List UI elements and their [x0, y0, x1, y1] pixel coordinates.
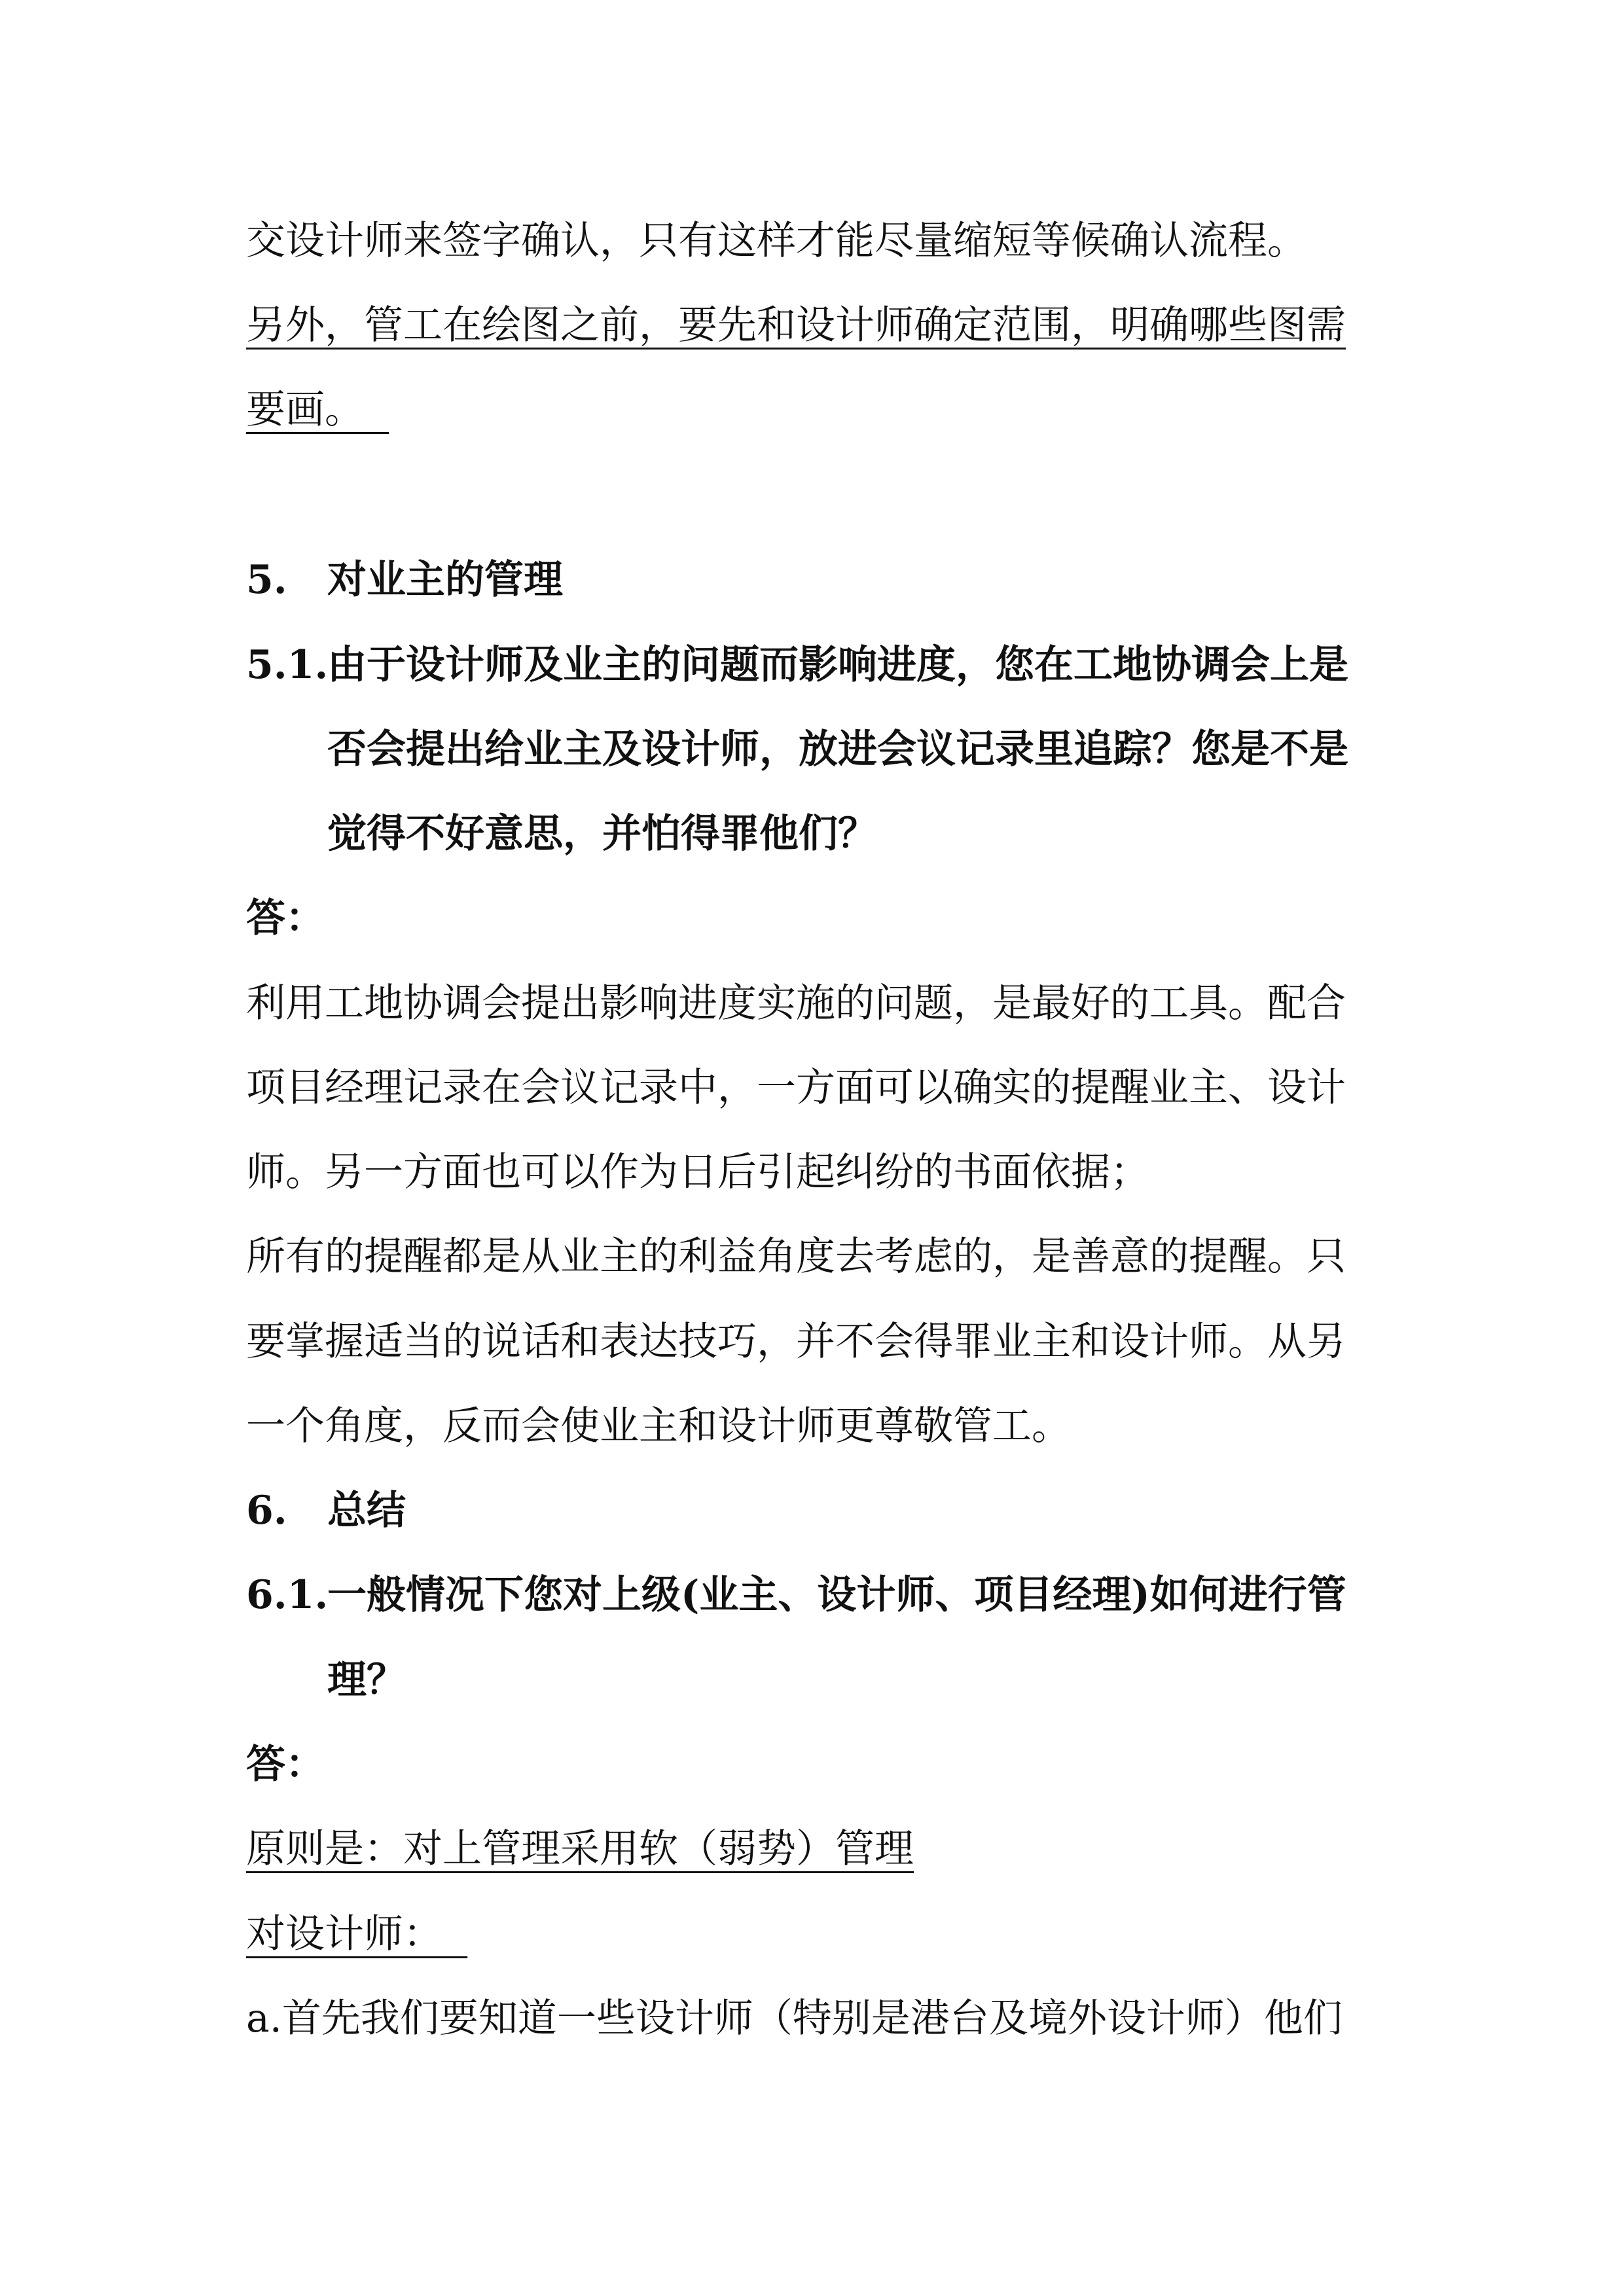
- underlined-trailing-space: [364, 387, 389, 433]
- question-line: 理？: [327, 1657, 406, 1703]
- answer-label: 答：: [246, 895, 325, 941]
- section-title: 对业主的管理: [327, 557, 563, 603]
- paragraph-line-underlined: [246, 387, 389, 433]
- answer-line: 项目经理记录在会议记录中，一方面可以确实的提醒业主、设计: [246, 1065, 1346, 1111]
- underlined-text-main: 要画。: [246, 387, 364, 433]
- question-number: 6.1.: [246, 1572, 329, 1618]
- question-line: 否会提出给业主及设计师，放进会议记录里追踪？您是不是: [327, 726, 1348, 772]
- underlined-trailing-space: [442, 1911, 467, 1957]
- section-title: 总结: [327, 1488, 406, 1534]
- section-number: 5.: [246, 557, 287, 603]
- answer-line: 一个角度，反而会使业主和设计师更尊敬管工。: [246, 1403, 1071, 1449]
- answer-line: 所有的提醒都是从业主的利益角度去考虑的，是善意的提醒。只: [246, 1234, 1346, 1280]
- underlined-text: [246, 1911, 467, 1957]
- question-line: [246, 642, 1348, 688]
- section-heading-5: [246, 557, 563, 603]
- list-item-a: a.首先我们要知道一些设计师（特别是港台及境外设计师）他们: [246, 1996, 1343, 2041]
- section-heading-6: [246, 1488, 406, 1534]
- underlined-text: [246, 387, 389, 433]
- section-number: 6.: [246, 1488, 287, 1534]
- paragraph-line-underlined: [246, 302, 1346, 348]
- designer-label-line: [246, 1911, 467, 1957]
- answer-label: 答：: [246, 1742, 325, 1787]
- answer-line: 利用工地协调会提出影响进度实施的问题，是最好的工具。配合: [246, 980, 1346, 1026]
- question-text: 由于设计师及业主的问题而影响进度，您在工地协调会上是: [327, 642, 1348, 688]
- question-line: [246, 1572, 1346, 1618]
- underlined-text: 原则是：对上管理采用软（弱势）管理: [246, 1826, 914, 1872]
- question-text: 一般情况下您对上级(业主、设计师、项目经理)如何进行管: [327, 1572, 1346, 1618]
- answer-line: 师。另一方面也可以作为日后引起纠纷的书面依据；: [246, 1149, 1149, 1195]
- paragraph-line: 交设计师来签字确认，只有这样才能尽量缩短等候确认流程。: [246, 218, 1307, 264]
- principle-line: [246, 1826, 914, 1872]
- underlined-text-main: 对设计师：: [246, 1911, 442, 1957]
- question-line: 觉得不好意思，并怕得罪他们？: [327, 811, 877, 857]
- underlined-text: 另外，管工在绘图之前，要先和设计师确定范围，明确哪些图需: [246, 302, 1346, 348]
- answer-line: 要掌握适当的说话和表达技巧，并不会得罪业主和设计师。从另: [246, 1319, 1346, 1365]
- question-number: 5.1.: [246, 642, 329, 688]
